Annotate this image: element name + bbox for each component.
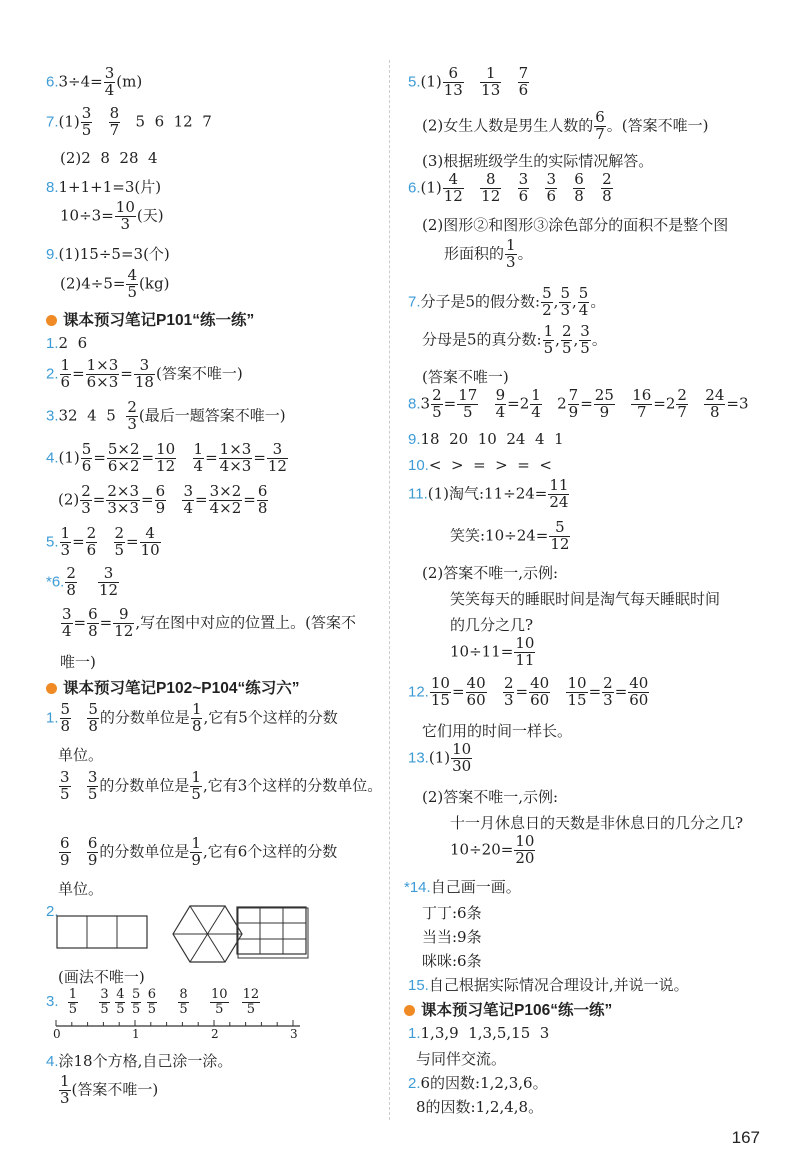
answer-r14-c: 咪咪:6条: [422, 952, 482, 970]
number-line-fraction: 8 5: [179, 987, 188, 1017]
p101-answer-4-1: 4.(1) $\frac{5}{6}$ = $\frac{5\times 2}{6\times 2}$ = $\frac{10}{12}$ $\frac{1}{4}$ = $\frac{1\times 3}{4\times 3}$ = $\frac{3}{12}$: [46, 440, 287, 475]
answer-8-1: 8.1+1+1=3(片): [46, 178, 162, 196]
number-line-fraction: 5 5: [132, 987, 141, 1017]
p101-answer-3: 3.32 4 5 $\frac{2}{3}$ (最后一题答案不唯一): [46, 398, 286, 433]
answer-r11-2: 笑笑:10÷24= $\frac{5}{12}$: [450, 518, 570, 553]
answer-r14-a: 丁丁:6条: [422, 904, 482, 922]
p101-answer-2: 2. $\frac{1}{6}$ = $\frac{1\times 3}{6\times 3}$ = $\frac{3}{18}$ (答案不唯一): [46, 356, 243, 391]
ex6-answer-1-d: $\frac{6}{9}$ $\frac{6}{9}$ 的分数单位是 $\frac{1}{9}$ ,它有6个这样的分数: [60, 834, 338, 869]
answer-r5-3: (3)根据班级学生的实际情况解答。: [422, 152, 654, 170]
answer-r9: 9.18 20 10 24 4 1: [408, 430, 564, 448]
answer-r5-1: 5.(1) $\frac{6}{13}$ $\frac{1}{13}$ $\frac{7}{6}$: [408, 64, 529, 99]
answer-r12: 12. $\frac{10}{15}$ = $\frac{40}{60}$ $\frac{2}{3}$ = $\frac{40}{60}$ $\frac{10}{15}$ = $\frac{2}{3}$ = $\frac{40}{60}$: [408, 674, 649, 709]
number-line-fraction: 6 5: [147, 987, 157, 1017]
answer-6: 6.3÷4= $\frac{3}{4}$ (m): [46, 64, 143, 99]
answer-r11-6: 10÷11= $\frac{10}{11}$: [450, 634, 535, 669]
answer-r6-2: (2)图形②和图形③涂色部分的面积不是整个图: [422, 216, 729, 234]
answer-r13-1: 13.(1) $\frac{10}{30}$: [408, 740, 472, 775]
section-heading-p102: 课本预习笔记P102~P104“练习六”: [46, 676, 299, 698]
answer-8-2: 10÷3= $\frac{10}{3}$ (天): [60, 198, 164, 233]
ex6-answer-2-label: 2.: [46, 903, 59, 920]
p101-answer-4-2: (2) $\frac{2}{3}$ = $\frac{2\times 3}{3\times 3}$ = $\frac{6}{9}$ $\frac{3}{4}$ = $\frac{3\times 2}{4\times 2}$ = $\frac{6}{8}$: [58, 482, 268, 517]
section-heading-p106: 课本预习笔记P106“练一练”: [404, 998, 612, 1020]
fraction-drawing-figures: [55, 900, 375, 966]
p106-answer-2-b: 8的因数:1,2,4,8。: [416, 1098, 544, 1116]
answer-r14-b: 当当:9条: [422, 928, 482, 946]
answer-r12-b: 它们用的时间一样长。: [422, 722, 573, 740]
answer-r6-3: 形面积的 $\frac{1}{3}$ 。: [444, 236, 533, 271]
answer-r7-3: (答案不唯一): [422, 368, 509, 386]
answer-r11-5: 的几分之几?: [450, 616, 534, 634]
ex6-answer-1-b: 单位。: [58, 746, 104, 764]
answer-7-1: 7.(1) $\frac{3}{5}$ $\frac{8}{7}$ 5 6 12 7: [46, 104, 212, 139]
answer-r13-2: (2)答案不唯一,示例:: [422, 788, 559, 806]
answer-r8: 8.3 $\frac{2}{5}$ = $\frac{17}{5}$ $\frac{9}{4}$ =2 $\frac{1}{4}$ 2 $\frac{7}{9}$ = $\frac{25}{9}$ $\frac{16}{7}$ =2 $\frac{2}{7}$ $\frac{24}{8}$ =3: [408, 386, 749, 421]
bullet-dot-icon: [46, 315, 57, 326]
bullet-dot-icon: [404, 1005, 415, 1016]
ex6-answer-1-e: 单位。: [58, 880, 104, 898]
answer-r13-3: 十一月休息日的天数是非休息日的几分之几?: [450, 814, 744, 832]
answer-r13-4: 10÷20= $\frac{10}{20}$: [450, 832, 535, 867]
answer-r10: 10.< > = > = <: [408, 456, 552, 474]
number-line-fraction: 4 5: [116, 987, 125, 1017]
answer-r6-1: 6.(1) $\frac{4}{12}$ $\frac{8}{12}$ $\frac{3}{6}$ $\frac{3}{6}$ $\frac{6}{8}$ $\frac{2}{8}$: [408, 170, 612, 205]
p101-answer-6-c: 唯一): [60, 653, 96, 671]
number-line-tick-label: 2: [211, 1027, 219, 1041]
ex6-answer-2-note: (画法不唯一): [58, 968, 145, 986]
bullet-dot-icon: [46, 683, 57, 694]
grid-3x3-figure: [236, 906, 308, 956]
ex6-answer-1-c: $\frac{3}{5}$ $\frac{3}{5}$ 的分数单位是 $\frac{1}{5}$ ,它有3个这样的分数单位。: [60, 768, 383, 803]
page-number: 167: [731, 1128, 760, 1147]
answer-r11-1: 11.(1)淘气:11÷24= $\frac{11}{24}$: [408, 476, 569, 511]
answer-r7-2: 分母是5的真分数: $\frac{1}{5}$ , $\frac{2}{5}$ , $\frac{3}{5}$ 。: [422, 322, 607, 357]
answer-7-2: (2)2 8 28 4: [60, 149, 158, 167]
answer-r11-3: (2)答案不唯一,示例:: [422, 564, 559, 582]
p101-answer-6-b: $\frac{3}{4}$ = $\frac{6}{8}$ = $\frac{9}{12}$ ,写在图中对应的位置上。(答案不: [62, 605, 356, 640]
answer-9-2: (2)4÷5= $\frac{4}{5}$ (kg): [60, 266, 170, 301]
number-line-tick-labels: [0, 1027, 389, 1045]
number-line-fraction: 3 5: [100, 987, 109, 1017]
p101-answer-5: 5. $\frac{1}{3}$ = $\frac{2}{6}$ $\frac{2}{5}$ = $\frac{4}{10}$: [46, 524, 160, 559]
answer-r7-1: 7.分子是5的假分数: $\frac{5}{2}$ , $\frac{5}{3}$ , $\frac{5}{4}$ 。: [408, 284, 606, 319]
p101-answer-6-a: *6. $\frac{2}{8}$ $\frac{3}{12}$: [46, 564, 119, 599]
number-line-fraction: 1 5: [68, 987, 78, 1017]
ex6-answer-4: 4.涂18个方格,自己涂一涂。: [46, 1052, 233, 1070]
number-line-fraction: 12 5: [242, 987, 260, 1017]
number-line-fraction: 10 5: [211, 987, 228, 1017]
p101-answer-1: 1.2 6: [46, 334, 88, 352]
answer-r5-2: (2)女生人数是男生人数的 $\frac{6}{7}$ 。(答案不唯一): [422, 108, 709, 143]
rectangle-divided-3: [57, 916, 147, 948]
section-heading-p101: 课本预习笔记P101“练一练”: [46, 308, 254, 330]
answer-r14: *14.自己画一画。: [404, 878, 521, 896]
p106-answer-2: 2.6的因数:1,2,3,6。: [408, 1074, 548, 1092]
number-line-tick-label: 1: [132, 1027, 140, 1041]
ex6-answer-3-label: 3.: [46, 993, 59, 1010]
answer-9-1: 9.(1)15÷5=3(个): [46, 245, 170, 263]
answer-r15: 15.自己根据实际情况合理设计,并说一说。: [408, 976, 689, 994]
number-line-tick-label: 0: [53, 1027, 61, 1041]
number-line-fractions: [0, 988, 389, 1022]
p106-answer-1: 1.1,3,9 1,3,5,15 3: [408, 1024, 550, 1042]
answer-r11-4: 笑笑每天的睡眠时间是淘气每天睡眠时间: [450, 590, 721, 608]
ex6-answer-1-a: 1. $\frac{5}{8}$ $\frac{5}{8}$ 的分数单位是 $\frac{1}{8}$ ,它有5个这样的分数: [46, 700, 338, 735]
number-line-tick-label: 3: [290, 1027, 298, 1041]
column-divider: [389, 60, 390, 1120]
ex6-answer-4-b: $\frac{1}{3}$ (答案不唯一): [60, 1072, 159, 1107]
p106-answer-1-b: 与同伴交流。: [416, 1050, 507, 1068]
